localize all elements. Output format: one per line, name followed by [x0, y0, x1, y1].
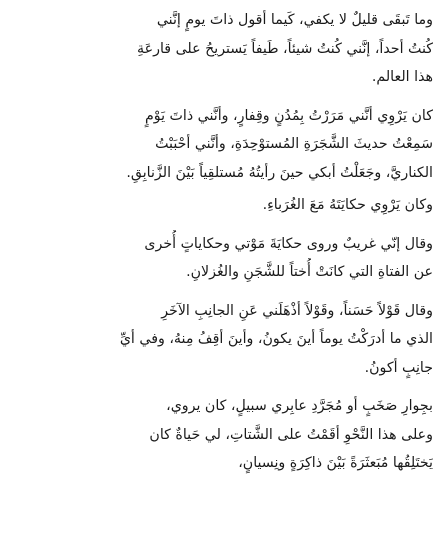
paragraph-4 [14, 230, 433, 287]
text-line: وقال إنّي غريبٌ وروى حكايَةَ مَوْتي وحكاياتٍ أُخرى [144, 235, 433, 252]
text-line: وكان يَرْوِي حكايَتَهُ مَعَ الغُرَباءِ. [262, 197, 433, 213]
text-line: وقال قَوْلاً حَسَناً، وقَوْلاً أذْهَلَني عَنِ الجانِبِ الآخَرِ [161, 302, 433, 319]
text-line: هذا العالم. [371, 69, 433, 85]
text-line: بجِوارِ صَخَبٍ أو مُجَرَّدِ عابِري سبيلٍ، كان يروي، [166, 398, 433, 414]
paragraph-6 [14, 392, 433, 478]
text-line: سَمِعْتُ حديثَ الشَّجَرَةِ المُستوْحِدَةِ، وأنَّني أحْبَبْتُ [155, 136, 433, 152]
text-line: وما تَبقَى قليلٌ لا يكفي، كَيما أقول ذاتَ يومٍ إنَّني [156, 12, 433, 28]
paragraph-2 [14, 102, 433, 188]
text-line: وعلى هذا النَّحْوِ أقَمْتُ على الشَّتاتِ، لي حَياةٌ كان [149, 426, 433, 443]
text-line: كان يَرْوِي أنَّني مَرَرْتُ بِمُدُنٍ وقِفارٍ، وأنَّني ذاتَ يَوْمٍ [144, 107, 433, 124]
text-line: الكناريَّ، وجَعَلْتُ أبكي حينَ رأيتُهُ مُستلقِياً بَيْنَ الزَّنابِقِ. [126, 164, 433, 181]
paragraph-1 [14, 6, 433, 92]
document-page [14, 0, 433, 540]
text-line: الذي ما أدرَكْتُ يوماً أينَ يكونُ، وأينَ أقِفُ مِنهُ، وفي أيِّ [119, 331, 433, 347]
paragraph-5 [14, 297, 433, 383]
text-line: عن الفتاةِ التي كانَتْ أُختاً للشَّجَنِ والغُزلانِ. [186, 264, 433, 280]
paragraph-3 [14, 191, 433, 220]
text-line: كُنتُ أحداً، إنَّني كُنتُ شيئاً، طَيفاً يَستريحُ على قارعَةِ [137, 40, 433, 57]
text-line: جانِبٍ أكونُ. [364, 359, 433, 376]
text-line: يَختَلِقُها مُبَعثَرَةً بَيْنَ ذاكِرَةٍ ونِسيانٍ، [238, 455, 433, 471]
